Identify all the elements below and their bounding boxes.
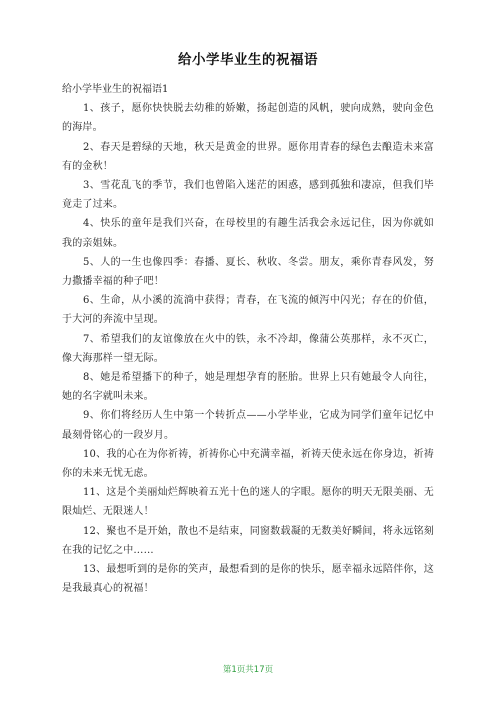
blessing-paragraph-12: 12、聚也不是开始，散也不是结束，同窗数载凝的无数美好瞬间，将永远铭刻在我的记忆之中……: [62, 525, 434, 556]
blessing-paragraph-3: 3、雪花乱飞的季节，我们也曾陷入迷茫的困惑，感到孤独和凄凉，但我们毕竟走了过来。: [62, 180, 434, 211]
blessing-paragraph-8: 8、她是希望播下的种子，她是理想孕育的胚胎。世界上只有她最令人向往，她的名字就叫未来。: [62, 372, 434, 403]
blessing-paragraph-13: 13、最想听到的是你的笑声，最想看到的是你的快乐，愿幸福永远陪伴你，这是我最真心的祝福！: [62, 564, 434, 595]
blessing-paragraph-5: 5、人的一生也像四季：春播、夏长、秋收、冬尝。朋友，乘你青春风发，努力撒播幸福的种子吧！: [62, 256, 434, 288]
document-title: 给小学毕业生的祝福语: [178, 52, 318, 68]
blessing-paragraph-4: 4、快乐的童年是我们兴奋，在母校里的有趣生活我会永远记住，因为你就如我的亲姐妹。: [62, 218, 434, 249]
blessing-paragraph-2: 2、春天是碧绿的天地，秋天是黄金的世界。愿你用青春的绿色去酿造未来富有的金秋！: [62, 141, 434, 172]
blessing-paragraph-6: 6、生命，从小溪的流淌中获得；青春，在飞流的倾泻中闪光；存在的价值，于大河的奔流中呈现。: [62, 295, 434, 326]
blessing-paragraph-9: 9、你们将经历人生中第一个转折点——小学毕业，它成为同学们童年记忆中最刻骨铭心的一段岁月。: [62, 410, 434, 441]
page-number-footer: 第1页共17页: [222, 665, 274, 675]
document-subtitle: 给小学毕业生的祝福语1: [62, 84, 169, 95]
blessing-paragraph-1: 1、孩子，愿你快快脱去幼稚的娇嫩，扬起创造的风帆，驶向成熟，驶向金色的海岸。: [62, 103, 434, 134]
blessing-paragraph-7: 7、希望我们的友谊像放在火中的铁，永不冷却，像蒲公英那样，永不灭亡，像大海那样一望无际。: [62, 333, 434, 364]
blessing-paragraph-11: 11、这是个美丽灿烂辉映着五光十色的迷人的字眼。愿你的明天无限美丽、无限灿烂、无限迷人！: [62, 487, 434, 518]
blessing-paragraph-10: 10、我的心在为你祈祷，祈祷你心中充满幸福，祈祷天使永远在你身边，祈祷你的未来无忧无虑。: [62, 448, 434, 480]
document-body: [62, 80, 434, 598]
